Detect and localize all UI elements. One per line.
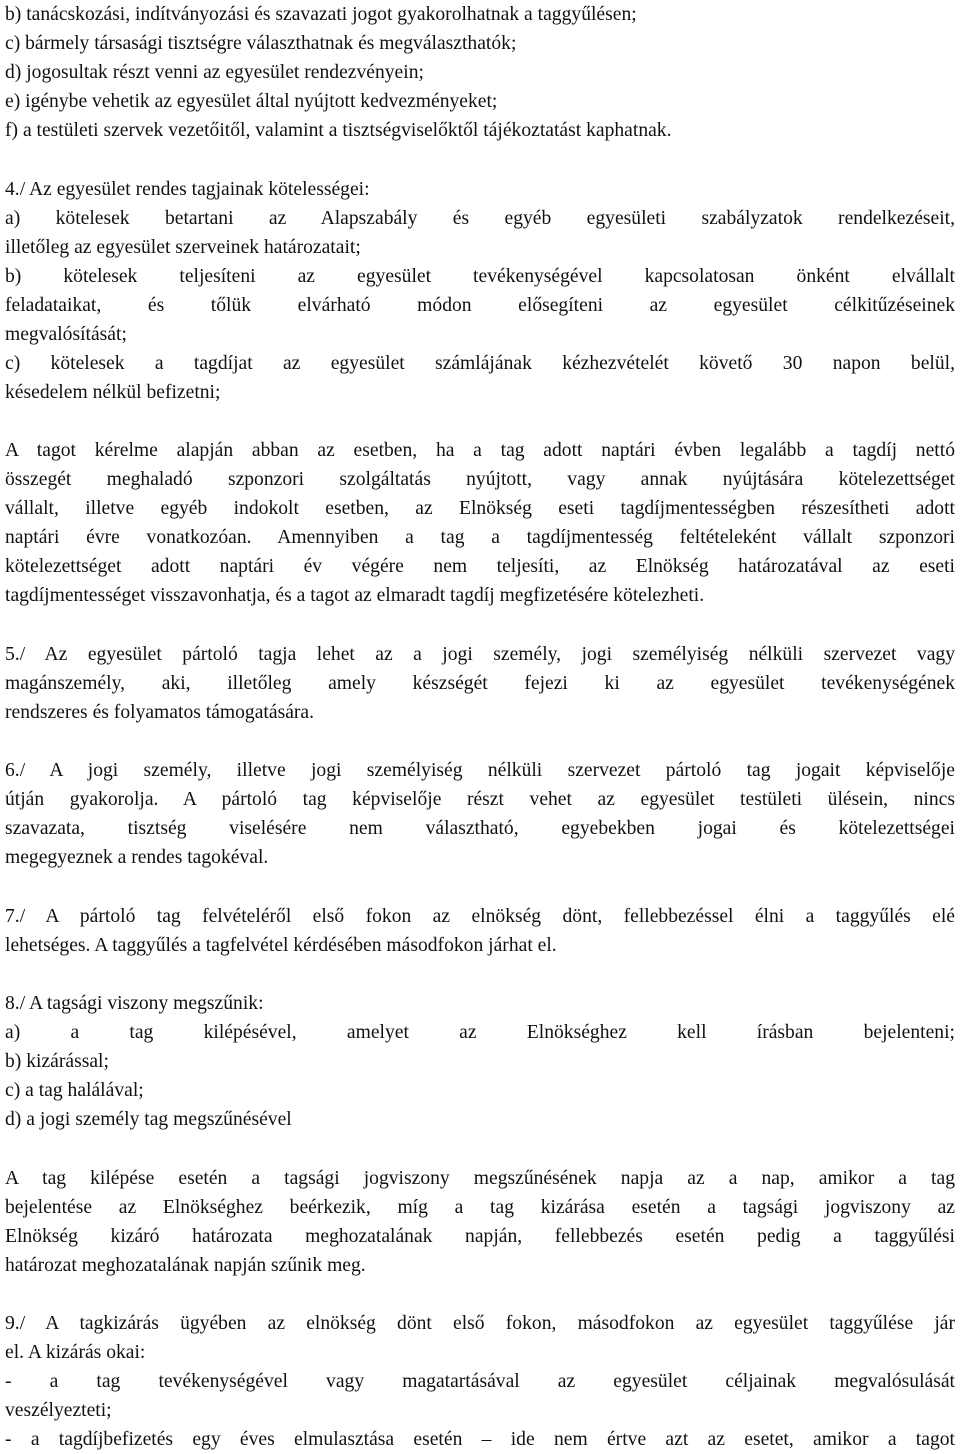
paragraph-line: 7./ A pártoló tag felvételéről első fokon az elnökség dönt, fellebbezéssel élni a taggyűlés elé (5, 905, 955, 927)
paragraph-line: A tagot kérelme alapján abban az esetben, ha a tag adott naptári évben legalább a tagdíj nettó (5, 440, 955, 461)
list-item: b) tanácskozási, indítványozási és szavazati jogot gyakorolhatnak a taggyűlésen; (5, 4, 637, 25)
list-item: veszélyezteti; (5, 1400, 112, 1421)
paragraph-line: kötelezettséget adott naptári év végére nem teljesíti, az Elnökség határozatával az eseti (5, 556, 955, 577)
list-item: f) a testületi szervek vezetőitől, valamint a tisztségviselőktől tájékoztatást kaphatnak. (5, 120, 672, 141)
document-page (5, 0, 955, 1454)
paragraph-line: c) kötelesek a tagdíjat az egyesület számlájának kézhezvételét követő 30 napon belül, (5, 352, 955, 374)
paragraph-line: 6./ A jogi személy, illetve jogi személyiség nélküli szervezet pártoló tag jogait képviselője (5, 760, 955, 781)
section-9-exclusion (5, 1309, 955, 1454)
paragraph-line: b) kötelesek teljesíteni az egyesület tevékenységével kapcsolatosan önként elvállalt (5, 265, 955, 287)
list-item: a) a tag kilépésével, amelyet az Elnökséghez kell írásban bejelenteni; (5, 1022, 955, 1043)
paragraph-line: feladataikat, és tőlük elvárható módon elősegíteni az egyesület célkitűzéseinek (5, 294, 955, 316)
list-item: d) a jogi személy tag megszűnésével (5, 1109, 292, 1130)
section-heading: 4./ Az egyesület rendes tagjainak kötelességei: (5, 178, 370, 200)
paragraph-line: A tag kilépése esetén a tagsági jogviszony megszűnésének napja az a nap, amikor a tag (5, 1167, 955, 1189)
list-item: - a tag tevékenységével vagy magatartásával az egyesület céljainak megvalósulását (5, 1371, 955, 1392)
list-item: c) bármely társasági tisztségre választhatnak és megválaszthatók; (5, 33, 517, 54)
section-8-termination-list (5, 989, 955, 1134)
paragraph-line: megvalósítását; (5, 323, 127, 345)
section-heading: 8./ A tagsági viszony megszűnik: (5, 993, 264, 1014)
paragraph-line: 9./ A tagkizárás ügyében az elnökség dönt első fokon, másodfokon az egyesület taggyűlése jár (5, 1313, 955, 1334)
list-item: b) kizárással; (5, 1051, 109, 1072)
paragraph-line: tagdíjmentességet visszavonhatja, és a tagot az elmaradt tagdíj megfizetésére kötelezheti. (5, 585, 705, 606)
paragraph-line: 5./ Az egyesület pártoló tagja lehet az a jogi személy, jogi személyiség nélküli szervezet vagy (5, 643, 955, 665)
paragraph-line: útján gyakorolja. A pártoló tag képviselője részt vehet az egyesület testületi ülésein, nincs (5, 789, 955, 810)
termination-date-paragraph (5, 1164, 955, 1280)
paragraph-line: lehetséges. A taggyűlés a tagfelvétel kérdésében másodfokon járhat el. (5, 934, 557, 956)
list-item: d) jogosultak részt venni az egyesület rendezvényein; (5, 62, 424, 83)
list-item: - a tagdíjbefizetés egy éves elmulasztása esetén – ide nem értve azt az esetet, amikor a tagot (5, 1429, 955, 1450)
paragraph-line: vállalt, illetve egyéb indokolt esetben, az Elnökség eseti tagdíjmentességben részesítheti adott (5, 498, 955, 519)
fee-exemption-paragraph (5, 436, 955, 610)
section-5-supporting-member (5, 640, 955, 727)
paragraph-line: magánszemély, aki, illetőleg amely készségét fejezi ki az egyesület tevékenységének (5, 672, 955, 694)
member-rights-list (5, 0, 955, 145)
paragraph-line: határozat meghozatalának napján szűnik meg. (5, 1254, 366, 1276)
paragraph-line: Elnökség kizáró határozata meghozatalának napján, fellebbezés esetén pedig a taggyűlési (5, 1225, 955, 1247)
paragraph-line: megegyeznek a rendes tagokéval. (5, 847, 269, 868)
paragraph-line: szavazata, tisztség viselésére nem választható, egyebekben jogai és kötelezettségei (5, 818, 955, 839)
paragraph-line: rendszeres és folyamatos támogatására. (5, 701, 315, 723)
section-6-representation (5, 756, 955, 872)
paragraph-line: el. A kizárás okai: (5, 1342, 146, 1363)
paragraph-line: bejelentése az Elnökséghez beérkezik, míg a tag kizárása esetén a tagsági jogviszony az (5, 1196, 955, 1218)
paragraph-line: illetőleg az egyesület szerveinek határozatait; (5, 236, 361, 258)
list-item: c) a tag halálával; (5, 1080, 144, 1101)
section-7-admission (5, 902, 955, 960)
list-item: e) igénybe vehetik az egyesület által nyújtott kedvezményeket; (5, 91, 498, 112)
paragraph-line: összegét meghaladó szponzori szolgáltatás nyújtott, vagy annak nyújtására kötelezettséget (5, 469, 955, 490)
paragraph-line: naptári évre vonatkozóan. Amennyiben a tag a tagdíjmentesség feltételeként vállalt szponzori (5, 527, 955, 548)
paragraph-line: késedelem nélkül befizetni; (5, 381, 221, 403)
section-4-obligations (5, 175, 955, 407)
paragraph-line: a) kötelesek betartani az Alapszabály és egyéb egyesületi szabályzatok rendelkezéseit, (5, 207, 955, 229)
